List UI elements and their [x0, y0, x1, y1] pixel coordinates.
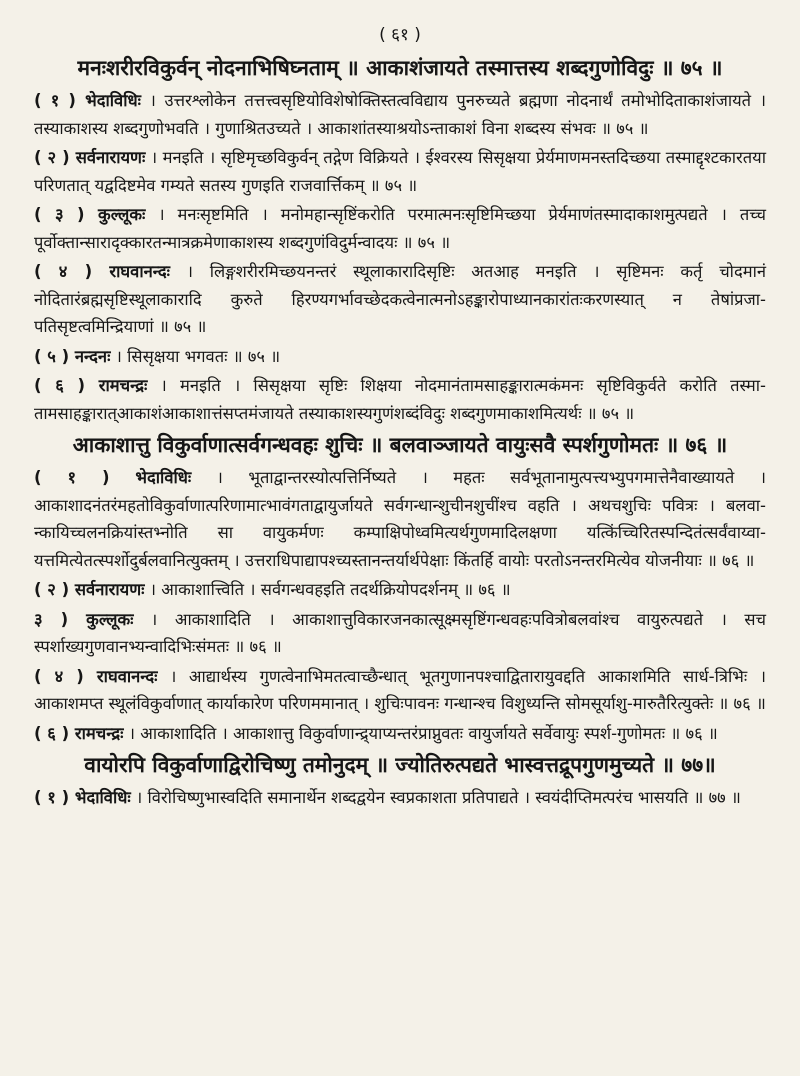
commentator-label: ( १ ) भेदाविधिः — [34, 468, 192, 487]
commentary-text: । लिङ्गशरीरमिच्छयनन्तरं स्थूलाकारादिसृष्टिः अतआह मनइति । सृष्टिमनः कर्तृ चोदमानं नोदितारंब्रह्मसृष्टिस्थूलाकारादि कुरुते हिरण्यगर्भावच्छेदकत्वेनात्मनोऽहङ्कारोपाध्यानकारांतःकरणस्यात् न तेषांप्रजा-पतिसृष्टत्वमिन्द्रियाणां ॥ ७५ ॥ — [34, 262, 767, 336]
commentary-paragraph — [34, 144, 766, 199]
commentary-text: । सिसृक्षया भगवतः ॥ ७५ ॥ — [115, 346, 281, 366]
commentator-label: ( २ ) सर्वनारायणः — [34, 580, 145, 599]
commentary-text: । आद्यार्थस्य गुणत्वेनाभिमतत्वाच्छैन्धात् भूतगुणानपश्चाद्वितारायुवद्दति आकाशमिति सार्ध-त्रिभिः । आकाशमप्त स्थूलंविकुर्वाणात् कार्याकारेण परिणममानात् । शुचिःपावनः गन्धान्श्च विशुध्यन्ति सोमसूर्याशु-मारुतैरित्युक्तेः ॥ ७६ ॥ — [34, 666, 766, 713]
commentary-text: । आकाशात्त्विति । सर्वगन्धवहइति तदर्थक्रियोपदर्शनम् ॥ ७६ ॥ — [149, 580, 511, 599]
commentary-paragraph — [34, 606, 766, 661]
commentator-label: ( ६ ) रामचन्द्रः — [34, 376, 148, 395]
commentator-label: ( ४ ) राघवानन्दः — [34, 666, 158, 686]
commentary-text: । आकाशादिति । आकाशात्तुविकारजनकात्सूक्ष्मसृष्टिंगन्धवहःपवित्रोबलवांश्च वायुरुत्पद्यते । सच स्पर्शाख्यगुणवानभ्यन्वादिभिःसंमतः ॥ ७६ ॥ — [34, 609, 766, 656]
commentator-label: ( १ ) भेदाविधिः — [34, 788, 131, 807]
commentary-paragraph — [34, 201, 766, 256]
verse-line: मनःशरीरविकुर्वन् नोदनाभिषिघ्नताम् ॥ आकाशंजायते तस्मात्तस्य शब्दगुणोविदुः ॥ ७५ ॥ — [77, 56, 723, 80]
commentator-label: ( ६ ) रामचन्द्रः — [34, 723, 124, 743]
commentary-text: । आकाशादिति । आकाशात्तु विकुर्वाणान्द्र्याप्यन्तरंप्राप्नुवतः वायुर्जायते सर्वेवायुः स्पर्श-गुणोमतः ॥ ७६ ॥ — [128, 723, 718, 743]
commentator-label: ( १ ) भेदाविधिः — [34, 91, 141, 110]
commentary-paragraph — [34, 720, 766, 748]
commentary-paragraph — [34, 87, 766, 142]
commentary-paragraph — [34, 343, 766, 371]
commentary-text: । विरोचिष्णुभास्वदिति समानार्थेन शब्दद्वयेन स्वप्रकाशता प्रतिपाद्यते । स्वयंदीप्तिमत्परंच भासयति ॥ ७७ ॥ — [135, 788, 741, 807]
commentary-paragraph — [34, 576, 766, 604]
commentary-paragraph — [34, 258, 766, 341]
commentary-paragraph — [34, 784, 766, 812]
page-content — [34, 53, 766, 812]
commentator-label: ( २ ) सर्वनारायणः — [34, 148, 146, 167]
commentary-paragraph — [34, 464, 766, 574]
commentary-text: । मनइति । सिसृक्षया सृष्टिः शिक्षया नोदमानंतामसाहङ्कारात्मकंमनः सृष्टिविकुर्वते करोति तस्मा-तामसाहङ्कारात्आकाशंआकाशात्तंसप्तमंजायते तस्याकाशस्यगुणंशब्दंविदुः शब्दगुणमाकाशमित्यर्थः ॥ ७५ ॥ — [34, 376, 766, 423]
verse-line: आकाशात्तु विकुर्वाणात्सर्वगन्धवहः शुचिः ॥ बलवाञ्जायते वायुःसवै स्पर्शगुणोमतः ॥ ७६ ॥ — [72, 433, 728, 457]
verse-line: वायोरपि विकुर्वाणाद्विरोचिष्णु तमोनुदम् ॥ ज्योतिरुत्पद्यते भास्वत्तद्रूपगुणमुच्यते ॥ ७७॥ — [84, 753, 716, 777]
commentary-paragraph — [34, 372, 766, 427]
commentary-text: । उत्तरश्लोकेन तत्तत्त्वसृष्टियोविशेषोक्तिस्तत्वविद्याय पुनरुच्यते ब्रह्मणा नोदनार्थं तमोभोदिताकाशंजायते । तस्याकाशस्य शब्दगुणोभवति । गुणाश्रितउच्यते । आकाशांतस्याश्रयोऽन्ताकाशं विना शब्दस्य संभवः ॥ ७५ ॥ — [34, 91, 766, 138]
commentary-paragraph — [34, 663, 766, 718]
page-number: ( ६१ ) — [379, 25, 421, 45]
commentator-label: ( ५ ) नन्दनः — [34, 346, 111, 366]
commentary-text: । भूताद्वान्तरस्योत्पत्तिर्निष्यते । महतः सर्वभूतानामुत्पत्त्यभ्युपगमात्तेनैवाख्यायते । आकाशादनंतरंमहतोविकुर्वाणात्परिणामात्भावंगताद्वायुर्जायते सर्वगन्धान्शुचीनशुचींश्च वहति । अथचशुचिः पवित्रः । बलवा-न्कायिच्चलनक्रियांस्तभ्नोति सा वायुकर्मणः कम्पाक्षिपोध्वमित्यर्थगुणमादिलक्षणा यत्किंच्चिरितस्पन्दितंत्सर्वंवाय्वा-यत्तमित्येतत्स्पर्शोदुर्बलवानित्युक्तम् । उत्तराधिपाद्यापश्च्यस्तानन्तर्यार्थपेक्षाः किंतर्हि वायोः परतोऽनन्तरमित्येव योजनीयाः ॥ ७६ ॥ — [34, 468, 766, 570]
commentary-text: । मनइति । सृष्टिमृच्छविकुर्वन् तद्गेण विक्रियते । ईश्वरस्य सिसृक्षया प्रेर्यमाणमनस्तदिच्छया तस्माद्दृश्टकारतया परिणतात् यद्वदिष्टमेव गम्यते सतस्य गुणइति राजवार्त्तिकम् ॥ ७५ ॥ — [34, 148, 766, 195]
commentator-label: ( ४ ) राघवानन्दः — [34, 262, 170, 281]
commentator-label: ३ ) कुल्लूकः — [34, 609, 134, 629]
commentary-text: । मनःसृष्टमिति । मनोमहान्सृष्टिंकरोति परमात्मनःसृष्टिमिच्छया प्रेर्यमाणंतस्मादाकाशमुत्पद्यते । तच्च पूर्वोक्तान्सारादृक्कारतन्मात्रक्रमेणाकाशस्य शब्दगुणंविदुर्मन्वादयः ॥ ७५ ॥ — [34, 205, 766, 252]
commentator-label: ( ३ ) कुल्लूकः — [34, 205, 146, 224]
